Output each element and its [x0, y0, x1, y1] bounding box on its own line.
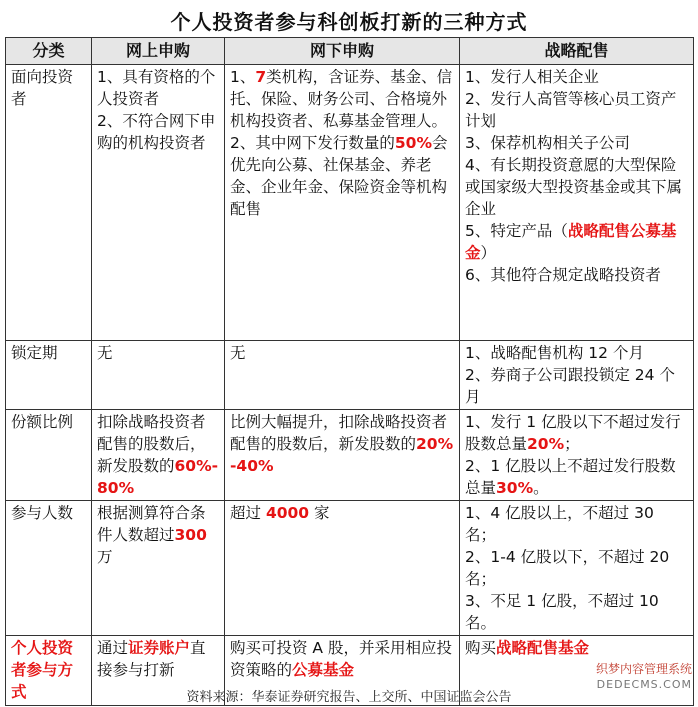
row-label-lockup: 锁定期 — [6, 341, 92, 410]
table-row-lockup — [6, 341, 694, 410]
table-header-row — [6, 38, 694, 65]
watermark — [596, 662, 692, 692]
watermark-line1: 织梦内容管理系统 — [595, 662, 692, 676]
cell-method-offline: 购买可投资 A 股，并采用相应投资策略的公募基金 — [225, 636, 460, 706]
header-strategic: 战略配售 — [460, 38, 694, 65]
page-title: 个人投资者参与科创板打新的三种方式 — [170, 10, 528, 34]
cell-target-online: 1、具有资格的个人投资者 2、不符合网下申购的机构投资者 — [92, 65, 225, 341]
row-label-method: 个人投资者参与方式 — [6, 636, 92, 706]
table-row-share — [6, 410, 694, 501]
cell-lockup-strategic: 1、战略配售机构 12 个月 2、券商子公司跟投锁定 24 个月 — [460, 341, 694, 410]
cell-share-offline: 比例大幅提升，扣除战略投资者配售的股数后，新发股数的20%-40% — [225, 410, 460, 501]
header-category: 分类 — [6, 38, 92, 65]
row-label-share: 份额比例 — [6, 410, 92, 501]
cell-lockup-offline: 无 — [225, 341, 460, 410]
source-footnote: 资料来源：华泰证券研究报告、上交所、中国证监会公告 — [186, 690, 512, 705]
cell-method-online: 通过证券账户直接参与打新 — [92, 636, 225, 706]
cell-participants-offline: 超过 4000 家 — [225, 501, 460, 636]
header-online: 网上申购 — [92, 38, 225, 65]
cell-share-online: 扣除战略投资者配售的股数后，新发股数的60%-80% — [92, 410, 225, 501]
row-label-participants: 参与人数 — [6, 501, 92, 636]
table-row-target — [6, 65, 694, 341]
cell-lockup-online: 无 — [92, 341, 225, 410]
watermark-line2: DEDECMS.COM — [596, 678, 692, 691]
cell-participants-strategic: 1、4 亿股以上，不超过 30 名； 2、1-4 亿股以下，不超过 20 名； 3、不足 1 亿股，不超过 10 名。 — [460, 501, 694, 636]
cell-method-strategic: 购买战略配售基金 — [460, 636, 694, 706]
cell-share-strategic: 1、发行 1 亿股以下不超过发行股数总量20%； 2、1 亿股以上不超过发行股数总量30%。 — [460, 410, 694, 501]
header-offline: 网下申购 — [225, 38, 460, 65]
cell-target-strategic: 1、发行人相关企业 2、发行人高管等核心员工资产计划 3、保荐机构相关子公司 4、有长期投资意愿的大型保险或国家级大型投资基金或其下属企业 5、特定产品（战略配售公募基金） 6、其他符合规定战略投资者 — [460, 65, 694, 341]
table-row-participants — [6, 501, 694, 636]
cell-target-offline: 1、7类机构，含证券、基金、信托、保险、财务公司、合格境外机构投资者、私募基金管理人。 2、其中网下发行数量的50%会优先向公募、社保基金、养老金、企业年金、保险资金等机构配售 — [225, 65, 460, 341]
comparison-table — [5, 37, 694, 706]
cell-participants-online: 根据测算符合条件人数超过300万 — [92, 501, 225, 636]
row-label-target: 面向投资者 — [6, 65, 92, 341]
